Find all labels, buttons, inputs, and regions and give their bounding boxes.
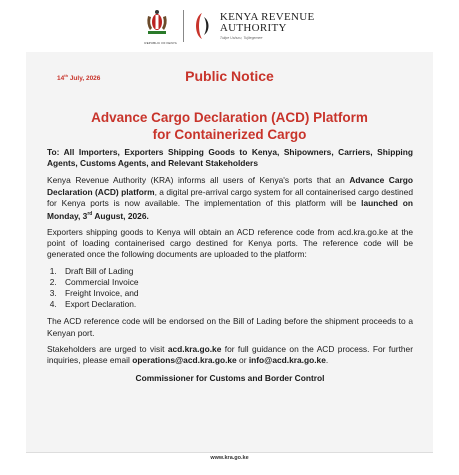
coat-caption: REPUBLIC OF KENYA <box>144 40 177 45</box>
footer-url[interactable]: www.kra.go.ke <box>210 455 249 461</box>
operations-email-link[interactable]: operations@acd.kra.go.ke <box>132 355 237 366</box>
kra-name-line2: AUTHORITY <box>219 22 287 34</box>
footer-divider <box>26 452 433 453</box>
paragraph-endorsement: The ACD reference code will be endorsed on the Bill of Lading before the shipment proceeds to a Kenyan port. <box>47 316 413 338</box>
acd-link[interactable]: acd.kra.go.ke <box>167 343 222 354</box>
kra-wordmark <box>220 12 315 40</box>
notice-heading: Public Notice <box>185 68 274 84</box>
logo-group <box>144 8 314 45</box>
list-item: 1. Draft Bill of Lading <box>59 266 413 277</box>
main-title-line1: Advance Cargo Declaration (ACD) Platform <box>91 110 368 125</box>
kra-tagline: Tulipe Ushuru, Tujitegemee <box>219 36 263 40</box>
notice-date: 14th July, 2026 <box>57 73 101 83</box>
main-title-line2: for Containerized Cargo <box>152 127 307 142</box>
header <box>0 0 459 52</box>
coat-of-arms <box>144 8 177 45</box>
addressees: To: All Importers, Exporters Shipping Goods to Kenya, Shipowners, Carriers, Shipping Agents, Customs Agents, and Relevant Stakeholders <box>47 147 413 169</box>
list-item: 3. Freight Invoice, and <box>59 288 413 299</box>
main-title <box>0 109 459 143</box>
coat-of-arms-icon <box>144 8 170 40</box>
list-item: 2. Commercial Invoice <box>59 277 413 288</box>
notice-body <box>47 147 413 384</box>
list-item: 4. Export Declaration. <box>59 299 413 310</box>
paragraph-process: Exporters shipping goods to Kenya will obtain an ACD reference code from acd.kra.go.ke at the point of loading containerised cargo destined for Kenya ports. The reference code will be generated once the following documents are uploaded to the platform: <box>47 227 413 260</box>
kra-name-line1: KENYA REVENUE <box>219 11 315 23</box>
kra-logo-icon <box>190 11 214 41</box>
documents-list <box>47 266 413 311</box>
paragraph-contact: Stakeholders are urged to visit acd.kra.go.ke for full guidance on the ACD process. For further inquiries, please email operations@acd.kra.go.ke or info@acd.kra.go.ke. <box>47 343 414 366</box>
paragraph-intro: Kenya Revenue Authority (KRA) informs all users of Kenya's ports that an Advance Cargo Declaration (ACD) platform, a digital pre-arrival cargo system for all containerised cargo destined for Kenya ports is now available. The implementation of this platform will be launched on Monday, 3rd August, 2026. <box>47 175 413 221</box>
info-email-link[interactable]: info@acd.kra.go.ke <box>248 355 326 366</box>
logo-divider <box>183 10 184 42</box>
signoff: Commissioner for Customs and Border Control <box>135 373 325 384</box>
